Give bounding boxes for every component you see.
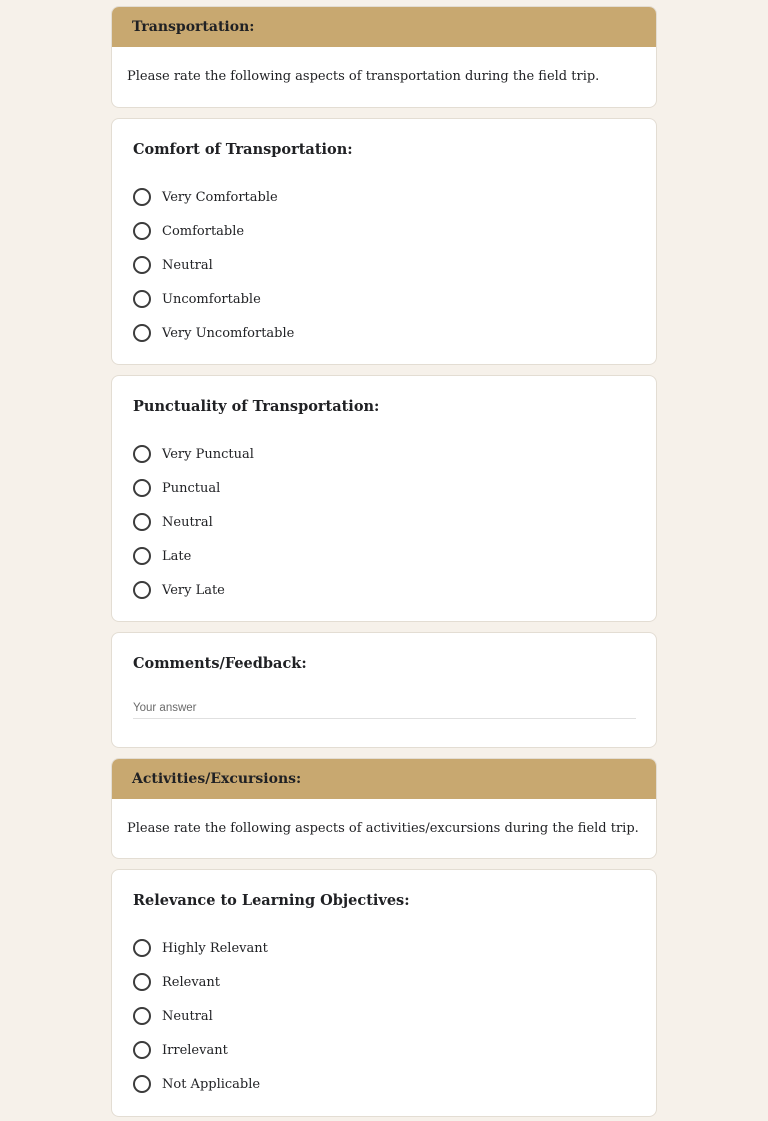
radio-button[interactable] [133, 188, 151, 206]
question-card-comfort [111, 118, 657, 365]
option-label: Neutral [162, 514, 213, 530]
section-title: Activities/Excursions: [112, 759, 656, 799]
radio-option[interactable] [133, 999, 268, 1033]
radio-option[interactable] [133, 437, 254, 471]
section-description: Please rate the following aspects of activities/excursions during the field trip. [127, 821, 639, 836]
option-label: Comfortable [162, 223, 245, 239]
radio-button[interactable] [133, 1007, 151, 1025]
radio-option[interactable] [133, 248, 294, 282]
option-label: Very Comfortable [162, 189, 278, 205]
radio-option[interactable] [133, 539, 254, 573]
radio-button[interactable] [133, 290, 151, 308]
option-label: Late [162, 548, 192, 564]
radio-button[interactable] [133, 973, 151, 991]
section-card-activities [111, 758, 657, 859]
radio-option[interactable] [133, 573, 254, 607]
question-title: Comfort of Transportation: [133, 141, 353, 158]
radio-option[interactable] [133, 505, 254, 539]
option-label: Very Punctual [162, 446, 254, 462]
option-label: Relevant [162, 974, 221, 990]
radio-button[interactable] [133, 222, 151, 240]
option-label: Highly Relevant [162, 940, 268, 956]
section-card-transportation [111, 6, 657, 108]
radio-option[interactable] [133, 931, 268, 965]
question-title: Punctuality of Transportation: [133, 398, 380, 415]
radio-button[interactable] [133, 939, 151, 957]
section-description: Please rate the following aspects of transportation during the field trip. [127, 69, 600, 84]
radio-group-comfort [133, 180, 294, 350]
option-label: Not Applicable [162, 1076, 261, 1092]
radio-button[interactable] [133, 547, 151, 565]
question-title: Relevance to Learning Objectives: [133, 892, 410, 909]
option-label: Very Uncomfortable [162, 325, 295, 341]
question-title: Comments/Feedback: [133, 655, 307, 672]
question-card-comments [111, 632, 657, 748]
question-card-punctuality [111, 375, 657, 622]
radio-group-punctuality [133, 437, 254, 607]
radio-button[interactable] [133, 513, 151, 531]
radio-option[interactable] [133, 965, 268, 999]
radio-option[interactable] [133, 316, 294, 350]
radio-button[interactable] [133, 256, 151, 274]
radio-option[interactable] [133, 180, 294, 214]
radio-button[interactable] [133, 479, 151, 497]
radio-option[interactable] [133, 214, 294, 248]
radio-button[interactable] [133, 1075, 151, 1093]
radio-option[interactable] [133, 471, 254, 505]
answer-text-input[interactable]: Your answer [133, 702, 636, 719]
radio-option[interactable] [133, 1067, 268, 1101]
question-card-relevance [111, 869, 657, 1117]
radio-option[interactable] [133, 1033, 268, 1067]
option-label: Uncomfortable [162, 291, 261, 307]
radio-button[interactable] [133, 1041, 151, 1059]
option-label: Very Late [162, 582, 225, 598]
option-label: Irrelevant [162, 1042, 228, 1058]
radio-button[interactable] [133, 581, 151, 599]
radio-group-relevance [133, 931, 268, 1101]
radio-option[interactable] [133, 282, 294, 316]
section-title: Transportation: [112, 7, 656, 47]
option-label: Neutral [162, 257, 213, 273]
radio-button[interactable] [133, 324, 151, 342]
option-label: Neutral [162, 1008, 213, 1024]
option-label: Punctual [162, 480, 221, 496]
radio-button[interactable] [133, 445, 151, 463]
